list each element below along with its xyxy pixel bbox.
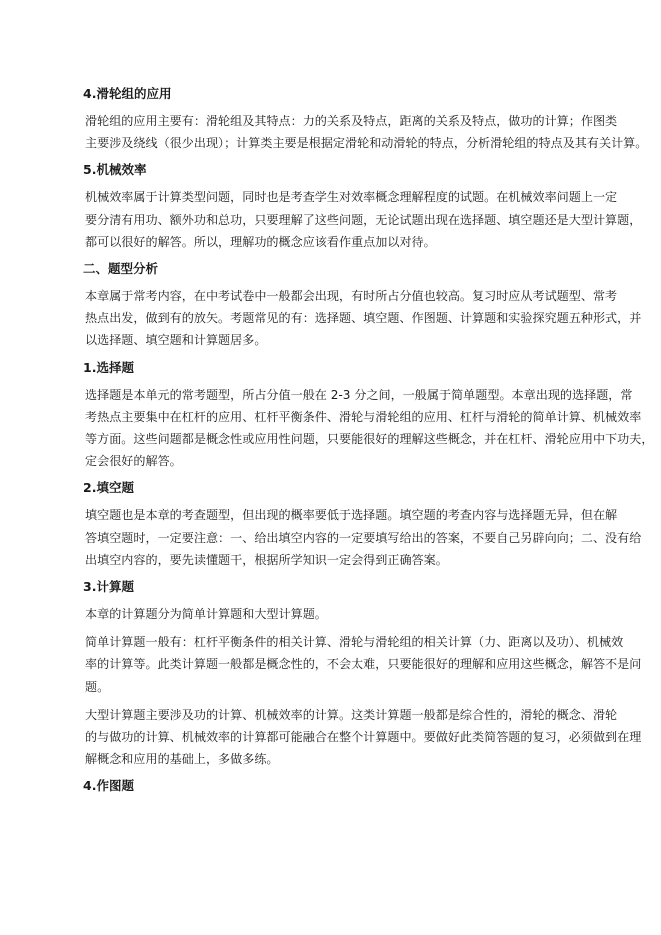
text-line: 定会很好的解答。 — [85, 454, 182, 469]
text-line: 考热点主要集中在杠杆的应用、杠杆平衡条件、滑轮与滑轮组的应用、杠杆与滑轮的简单计算、机械效率 — [85, 409, 642, 424]
text-line: 本章的计算题分为简单计算题和大型计算题。 — [85, 607, 327, 622]
section-heading-mechanical-efficiency: 5.机械效率 — [83, 162, 147, 178]
text-line: 率的计算等。此类计算题一般都是概念性的，不会太难，只要能很好的理解和应用这些概念，解答不是问 — [85, 657, 642, 672]
text-line: 简单计算题一般有：杠杆平衡条件的相关计算、滑轮与滑轮组的相关计算（力、距离以及功）、机械效 — [85, 635, 624, 650]
text-line: 答填空题时，一定要注意：一、给出填空内容的一定要填写给出的答案，不要自己另辟向向；二、没有给 — [85, 530, 642, 545]
paragraph-simple-calculation — [61, 631, 642, 698]
paragraph-pulley-application — [61, 110, 648, 154]
section-heading-calculation: 3.计算题 — [83, 579, 134, 595]
section-heading-question-type-analysis: 二、题型分析 — [83, 261, 159, 277]
text-line: 机械效率属于计算类型问题，同时也是考查学生对效率概念理解程度的试题。在机械效率问题上一定 — [85, 190, 618, 205]
text-line: 主要涉及绕线（很少出现）；计算类主要是根据定滑轮和动滑轮的特点，分析滑轮组的特点及其有关计算。 — [85, 136, 648, 151]
text-line: 要分清有用功、额外功和总功，只要理解了这些问题，无论试题出现在选择题、填空题还是大型计算题， — [85, 212, 642, 227]
paragraph-mechanical-efficiency — [61, 186, 642, 253]
text-line: 出填空内容的，要先读懂题干，根据所学知识一定会得到正确答案。 — [85, 552, 448, 567]
paragraph-fill-in-blank — [61, 504, 642, 571]
text-line: 以选择题、填空题和计算题居多。 — [85, 333, 267, 348]
section-heading-pulley-application: 4.滑轮组的应用 — [83, 86, 172, 101]
document-body — [61, 84, 654, 802]
text-line: 都可以很好的解答。所以，理解功的概念应该看作重点加以对待。 — [85, 234, 436, 249]
text-line: 本章属于常考内容，在中考试卷中一般都会出现，有时所占分值也较高。复习时应从考试题型、常考 — [85, 289, 618, 304]
text-line: 解概念和应用的基础上，多做多练。 — [85, 752, 279, 767]
section-heading-drawing: 4.作图题 — [83, 778, 134, 794]
text-line: 滑轮组的应用主要有：滑轮组及其特点：力的关系及特点，距离的关系及特点，做功的计算；作图类 — [85, 114, 618, 128]
text-line: 填空题也是本章的考查题型，但出现的概率要低于选择题。填空题的考查内容与选择题无异，但在解 — [85, 508, 618, 523]
paragraph-question-type-analysis — [61, 285, 642, 352]
text-line: 的与做功的计算、机械效率的计算都可能融合在整个计算题中。要做好此类简答题的复习，必须做到在理 — [85, 730, 642, 745]
paragraph-calculation-intro — [61, 603, 611, 625]
text-line: 选择题是本单元的常考题型，所占分值一般在 2-3 分之间，一般属于简单题型。本章出现的选择题，常 — [85, 387, 633, 402]
text-line: 大型计算题主要涉及功的计算、机械效率的计算。这类计算题一般都是综合性的，滑轮的概念、滑轮 — [85, 707, 618, 722]
section-heading-multiple-choice: 1.选择题 — [83, 359, 134, 375]
paragraph-multiple-choice — [61, 384, 654, 473]
text-line: 热点出发，做到有的放矢。考题常见的有：选择题、填空题、作图题、计算题和实验探究题五种形式，并 — [85, 311, 642, 326]
text-line: 等方面。这些问题都是概念性或应用性问题，只要能很好的理解这些概念，并在杠杆、滑轮应用中下功夫， — [85, 432, 654, 447]
section-heading-fill-in-blank: 2.填空题 — [83, 480, 134, 496]
paragraph-large-calculation — [61, 704, 642, 771]
text-line: 题。 — [85, 679, 110, 694]
